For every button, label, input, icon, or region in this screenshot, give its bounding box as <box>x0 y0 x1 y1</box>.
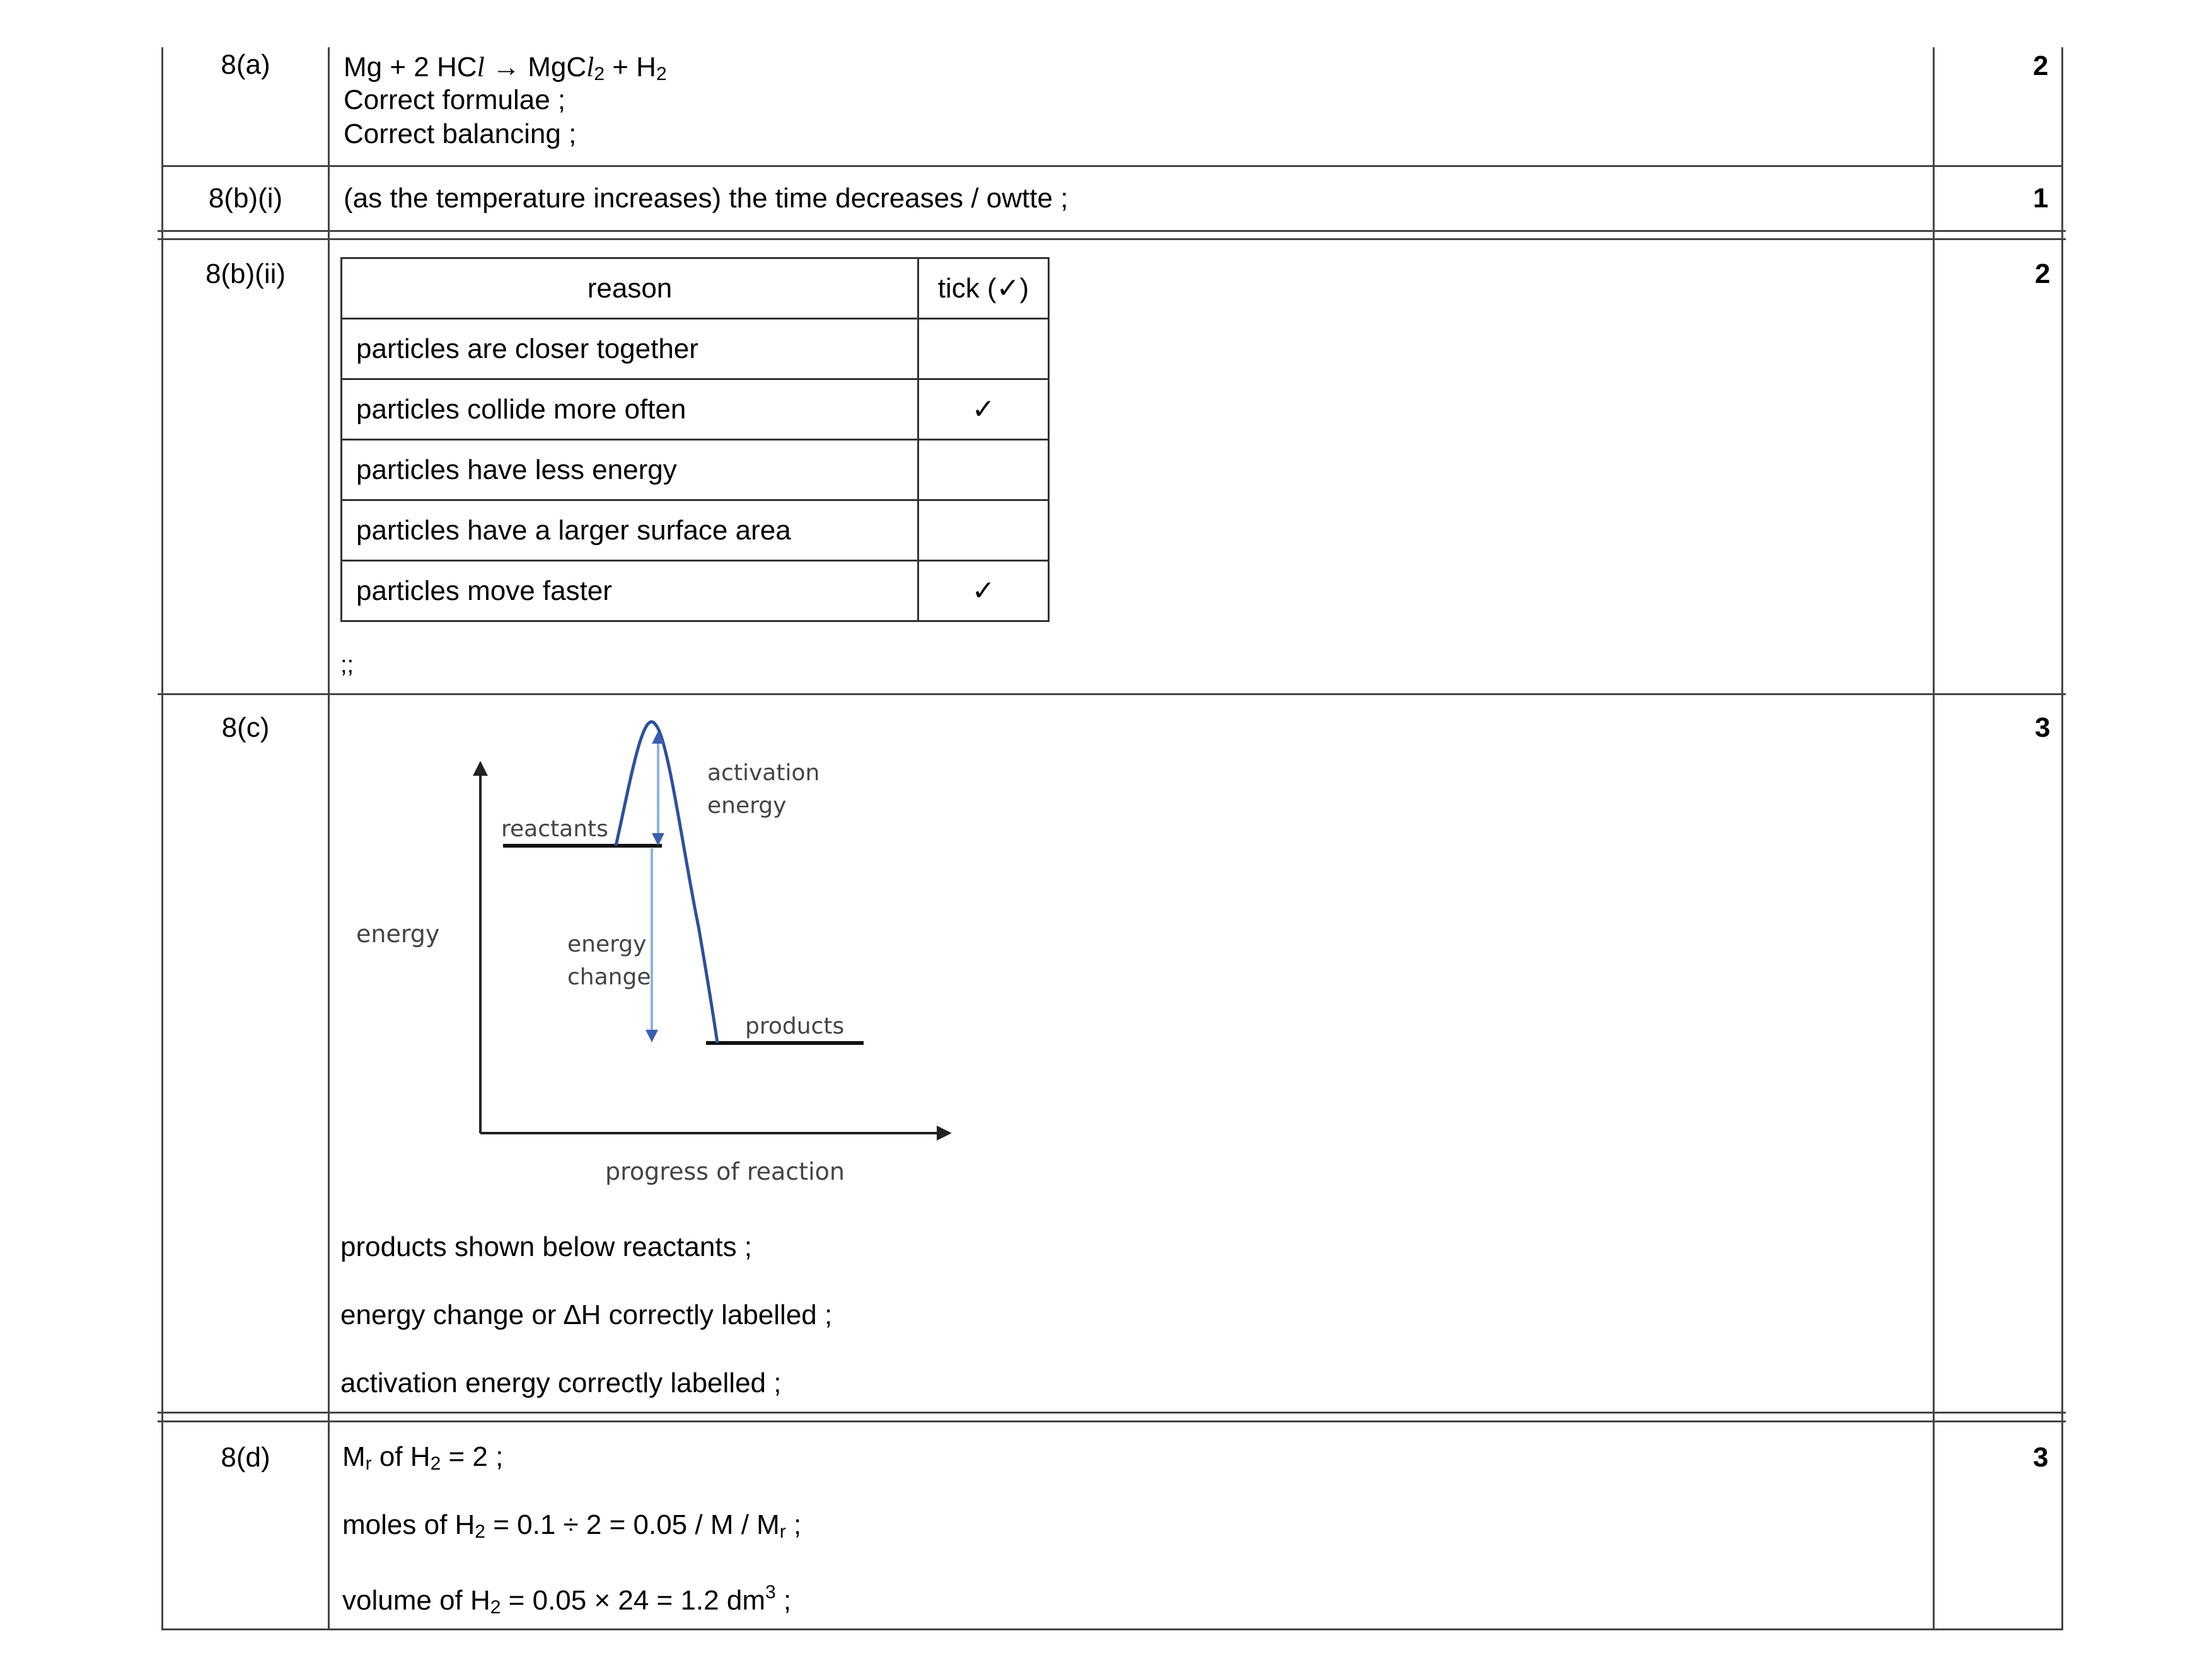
marks-value: 2 <box>2033 50 2049 81</box>
reason-cell: particles move faster <box>342 561 918 621</box>
table-border <box>158 693 2066 695</box>
answer-line: activation energy correctly labelled ; <box>340 1368 782 1398</box>
question-number: 8(d) <box>221 1442 270 1473</box>
equation-part: + H <box>605 52 656 83</box>
tick-cell <box>918 440 1049 500</box>
answer-line: energy change or ∆H correctly labelled ; <box>340 1299 833 1330</box>
text-part: 3 <box>765 1582 776 1603</box>
table-header-row <box>342 258 1049 319</box>
energy-profile-diagram <box>334 706 1091 1210</box>
marks-value: 2 <box>2035 258 2051 289</box>
table-row <box>342 500 1049 561</box>
equation-part: l <box>586 52 594 83</box>
tick-cell <box>918 319 1049 379</box>
x-axis-label: progress of reaction <box>605 1158 845 1185</box>
text-part: 2 <box>430 1453 441 1474</box>
reason-cell: particles have less energy <box>342 440 918 500</box>
text-part: ; <box>785 1509 802 1540</box>
text-part: r <box>365 1453 372 1474</box>
text-part: 2 <box>490 1597 501 1618</box>
text-part: = 0.1 ÷ 2 = 0.05 / M / M <box>485 1509 780 1540</box>
answer-line <box>342 1440 503 1481</box>
text-part: volume of H <box>342 1585 490 1616</box>
tick-cell: ✓ <box>918 379 1049 440</box>
column-header: tick (✓) <box>918 258 1049 319</box>
reason-cell: particles have a larger surface area <box>342 500 918 561</box>
text-part: = 2 ; <box>441 1441 504 1472</box>
products-label: products <box>745 1013 845 1039</box>
table-border <box>328 47 330 1630</box>
text-part: moles of H <box>342 1509 475 1540</box>
table-border <box>2061 47 2063 1630</box>
equation-part: 2 <box>656 64 667 84</box>
activation-label: activation <box>707 760 820 786</box>
equation-part: → MgC <box>484 52 587 83</box>
equation-part: l <box>477 52 485 83</box>
reason-tick-table <box>340 257 1050 622</box>
text-part: = 0.05 × 24 = 1.2 dm <box>501 1585 765 1616</box>
answer-line <box>342 1508 801 1549</box>
tick-cell <box>918 500 1049 561</box>
table-border <box>161 1628 2063 1630</box>
mark-separator: ;; <box>340 652 354 678</box>
question-number: 8(b)(i) <box>208 183 283 214</box>
tick-cell: ✓ <box>918 561 1049 621</box>
reason-cell: particles are closer together <box>342 319 918 379</box>
y-axis-label: energy <box>356 920 440 948</box>
reaction-curve <box>616 722 717 1043</box>
reactants-label: reactants <box>501 816 608 842</box>
equation-part: 2 <box>594 64 605 84</box>
question-number: 8(c) <box>221 712 270 743</box>
text-part: of H <box>371 1441 431 1472</box>
text-part: 2 <box>475 1521 485 1542</box>
reason-cell: particles collide more often <box>342 379 918 440</box>
marks-value: 3 <box>2035 712 2051 743</box>
table-border <box>158 1420 2066 1422</box>
answer-line: products shown below reactants ; <box>340 1231 753 1262</box>
table-row <box>342 319 1049 379</box>
question-number: 8(a) <box>221 49 270 80</box>
question-number: 8(b)(ii) <box>205 258 286 289</box>
answer-line <box>342 1576 791 1625</box>
table-row <box>342 561 1049 621</box>
answer-line: Correct balancing ; <box>344 118 577 149</box>
answer-line: Correct formulae ; <box>344 84 566 115</box>
table-border <box>1933 47 1935 1630</box>
text-part: ; <box>775 1585 792 1616</box>
table-border <box>161 165 2063 167</box>
answer-line: (as the temperature increases) the time decreases / owtte ; <box>344 183 1068 214</box>
text-part: r <box>779 1521 786 1542</box>
table-row <box>342 379 1049 440</box>
energy-change-label: change <box>567 964 651 990</box>
table-border <box>158 1412 2066 1414</box>
activation-label: energy <box>707 793 787 819</box>
table-border <box>158 238 2066 240</box>
energy-change-label: energy <box>567 931 647 957</box>
column-header: reason <box>342 258 918 319</box>
text-part: M <box>342 1441 366 1472</box>
marks-value: 1 <box>2033 183 2049 214</box>
table-border <box>158 230 2066 232</box>
marks-value: 3 <box>2033 1442 2049 1473</box>
equation-part: Mg + 2 HC <box>344 52 477 83</box>
table-row <box>342 440 1049 500</box>
